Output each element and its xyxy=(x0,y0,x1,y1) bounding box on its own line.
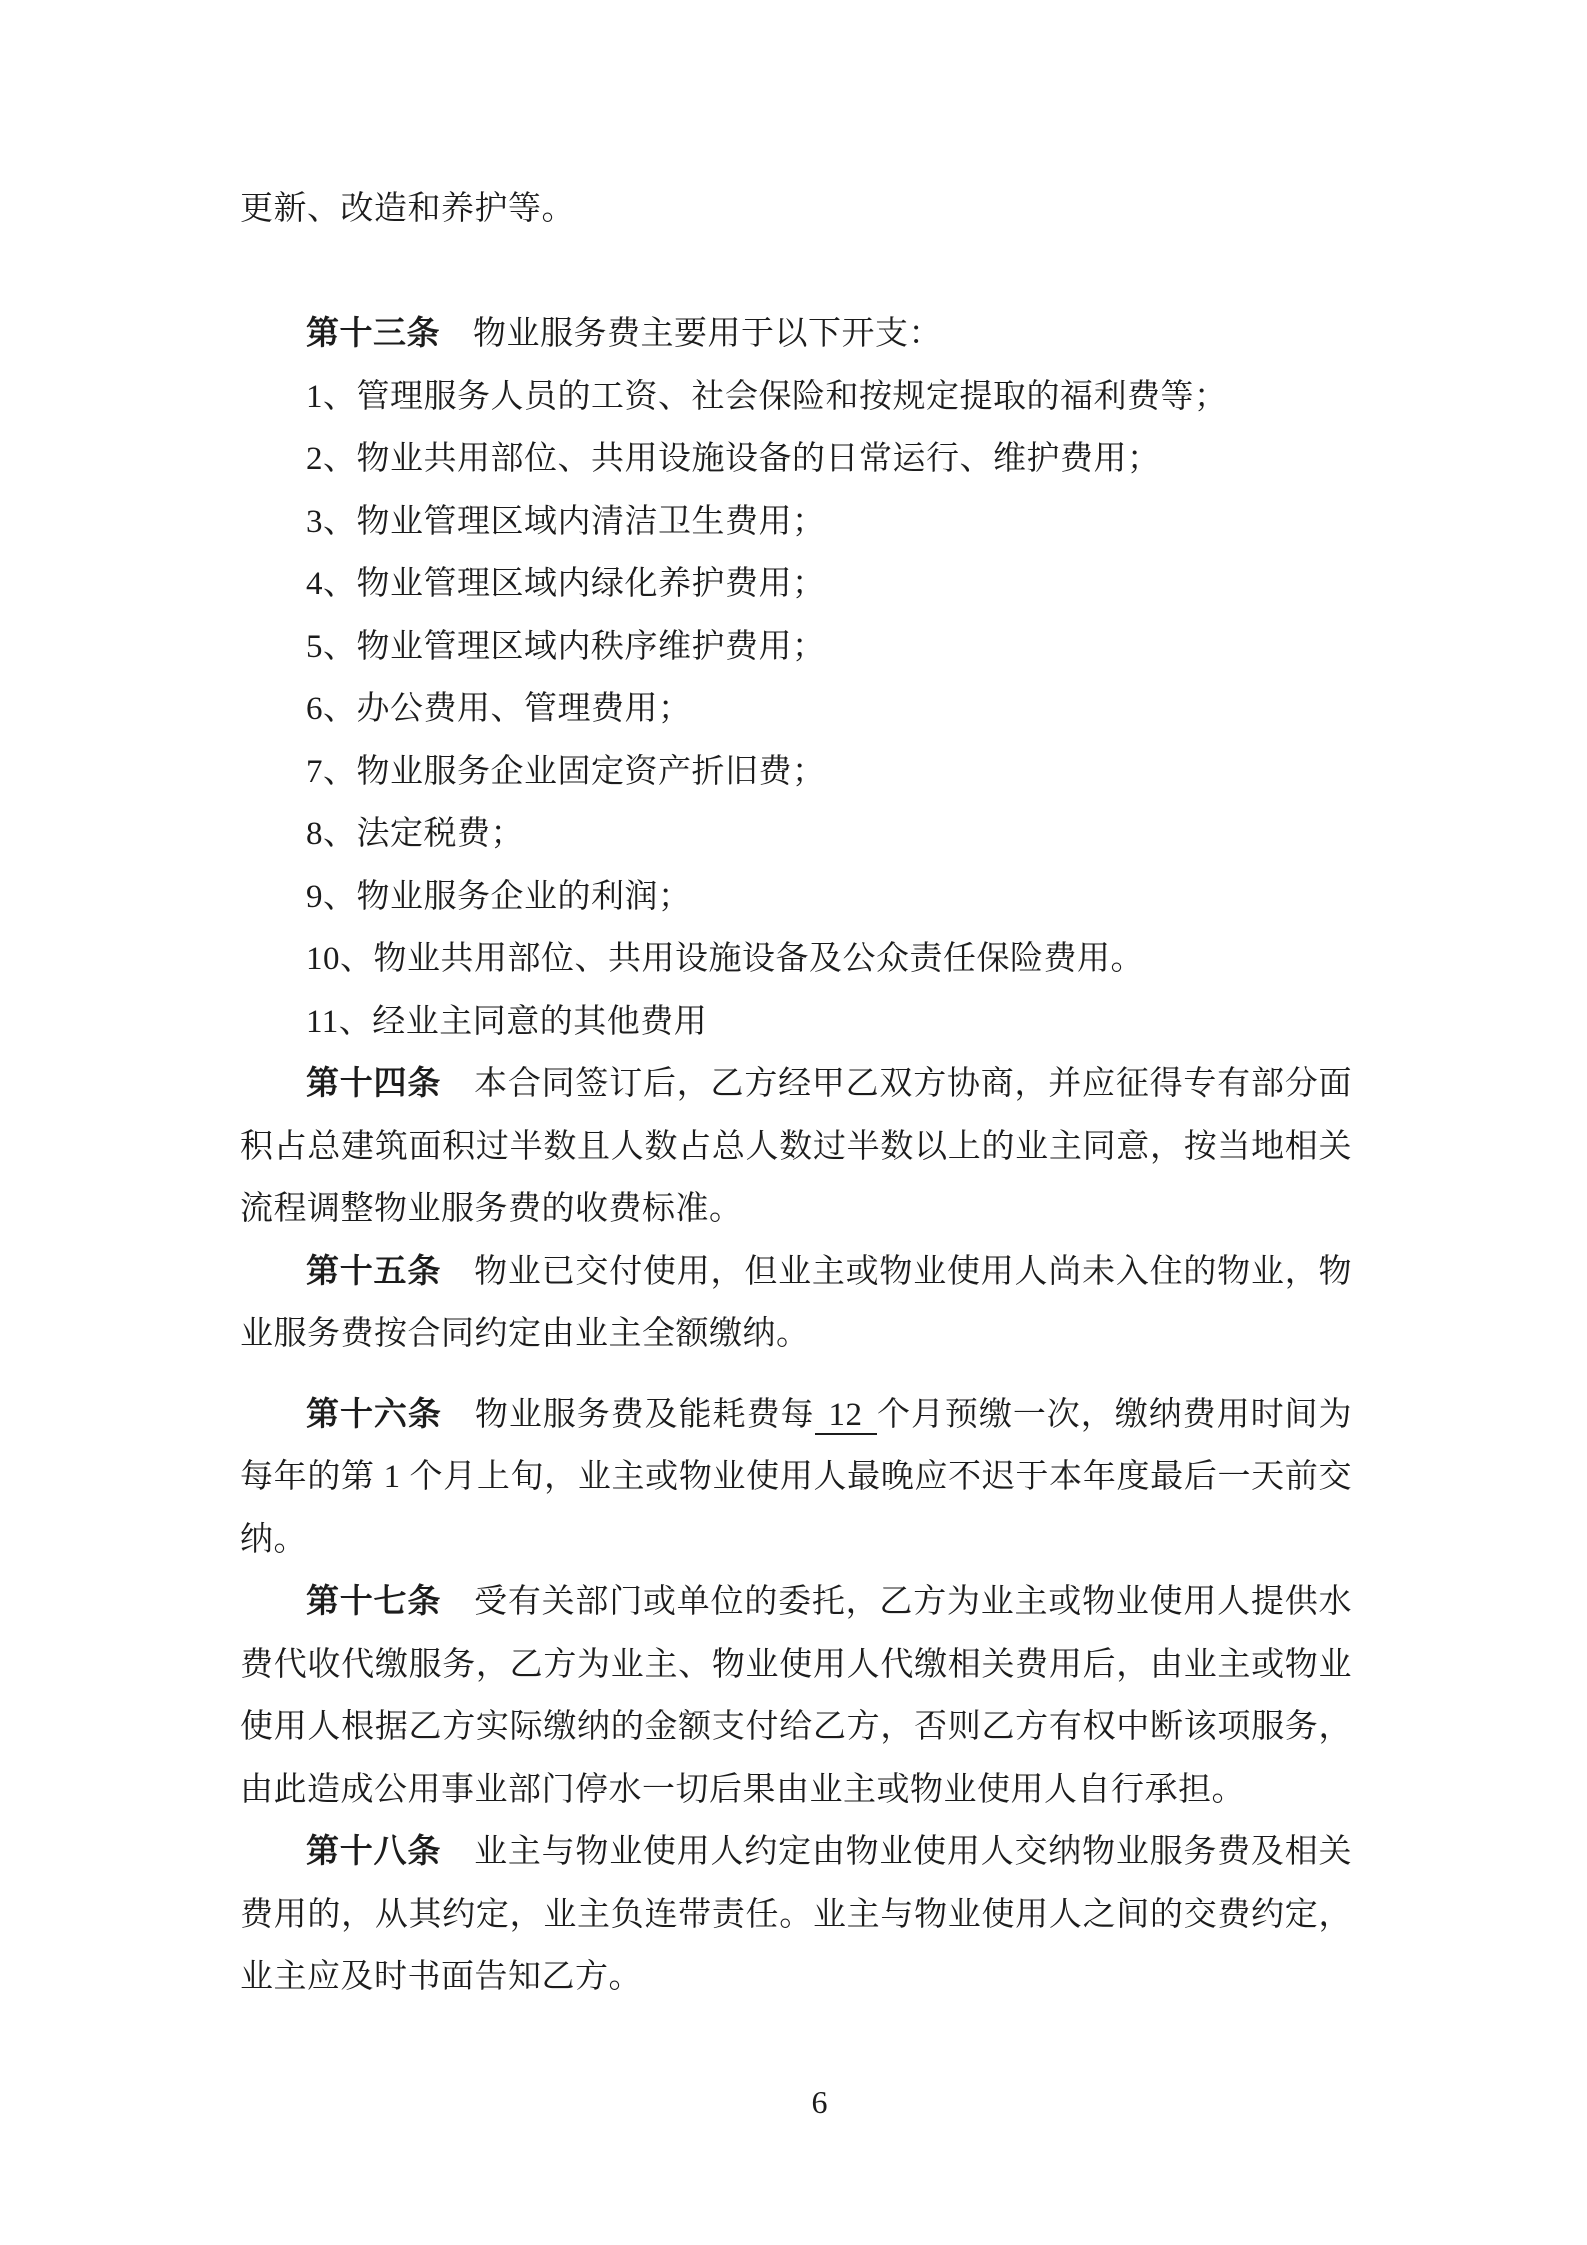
article-14-paragraph xyxy=(240,1053,1352,1241)
article-16-body-pre: 物业服务费及能耗费每 xyxy=(474,1396,815,1433)
article-18-body: 业主与物业使用人约定由物业使用人交纳物业服务费及相关费用的，从其约定，业主负连带责任。业主与物业使用人之间的交费约定，业主应及时书面告知乙方。 xyxy=(240,1834,1353,1995)
article-14-term: 第十四条 xyxy=(306,1066,442,1102)
article-16-blank-value: 12 xyxy=(815,1397,877,1435)
page-content xyxy=(240,178,1352,2009)
paragraph-continuation: 更新、改造和养护等。 xyxy=(240,191,575,227)
list-item-2: 2、物业共用部位、共用设施设备的日常运行、维护费用； xyxy=(306,441,1161,477)
list-item-1: 1、管理服务人员的工资、社会保险和按规定提取的福利费等； xyxy=(306,378,1228,415)
page-footer xyxy=(26,2082,1587,2122)
list-item-10: 10、物业共用部位、共用设施设备及公众责任保险费用。 xyxy=(306,941,1144,977)
article-17-paragraph xyxy=(240,1571,1352,1821)
list-item-7: 7、物业服务企业固定资产折旧费； xyxy=(306,753,826,790)
article-15-body: 物业已交付使用，但业主或物业使用人尚未入住的物业，物业服务费按合同约定由业主全额缴纳。 xyxy=(240,1253,1353,1352)
article-16-body-post: 个月预缴一次，缴纳费用时间为每年的第 1 个月上旬，业主或物业使用人最晚应不迟于本年度最后一天前交纳。 xyxy=(240,1396,1353,1558)
list-item-5: 5、物业管理区域内秩序维护费用； xyxy=(306,628,826,665)
article-16-paragraph xyxy=(240,1384,1352,1572)
page-number: 6 xyxy=(811,2084,828,2120)
article-18-paragraph xyxy=(240,1821,1352,2009)
article-15-paragraph xyxy=(240,1241,1352,1366)
list-item-8: 8、法定税费； xyxy=(306,816,524,852)
article-17-body: 受有关部门或单位的委托，乙方为业主或物业使用人提供水费代收代缴服务，乙方为业主、物业使用人代缴相关费用后，由业主或物业使用人根据乙方实际缴纳的金额支付给乙方，否则乙方有权中断该项服务，由此造成公用事业部门停水一切后果由业主或物业使用人自行承担。 xyxy=(240,1584,1353,1808)
article-13-heading xyxy=(240,303,1352,366)
list-item-4: 4、物业管理区域内绿化养护费用； xyxy=(306,566,826,602)
article-16-term: 第十六条 xyxy=(306,1396,442,1433)
list-item-3: 3、物业管理区域内清洁卫生费用； xyxy=(306,503,826,540)
list-item-9: 9、物业服务企业的利润； xyxy=(306,878,692,915)
list-item-11: 11、经业主同意的其他费用 xyxy=(306,1003,708,1040)
list-item-6: 6、办公费用、管理费用； xyxy=(306,691,692,727)
article-18-term: 第十八条 xyxy=(306,1834,442,1870)
article-14-body: 本合同签订后，乙方经甲乙双方协商，并应征得专有部分面积占总建筑面积过半数且人数占总人数过半数以上的业主同意，按当地相关流程调整物业服务费的收费标准。 xyxy=(240,1066,1353,1227)
article-15-term: 第十五条 xyxy=(306,1253,442,1290)
article-17-term: 第十七条 xyxy=(306,1584,442,1620)
article-13-body: 物业服务费主要用于以下开支： xyxy=(473,316,942,352)
article-13-term: 第十三条 xyxy=(306,316,440,352)
